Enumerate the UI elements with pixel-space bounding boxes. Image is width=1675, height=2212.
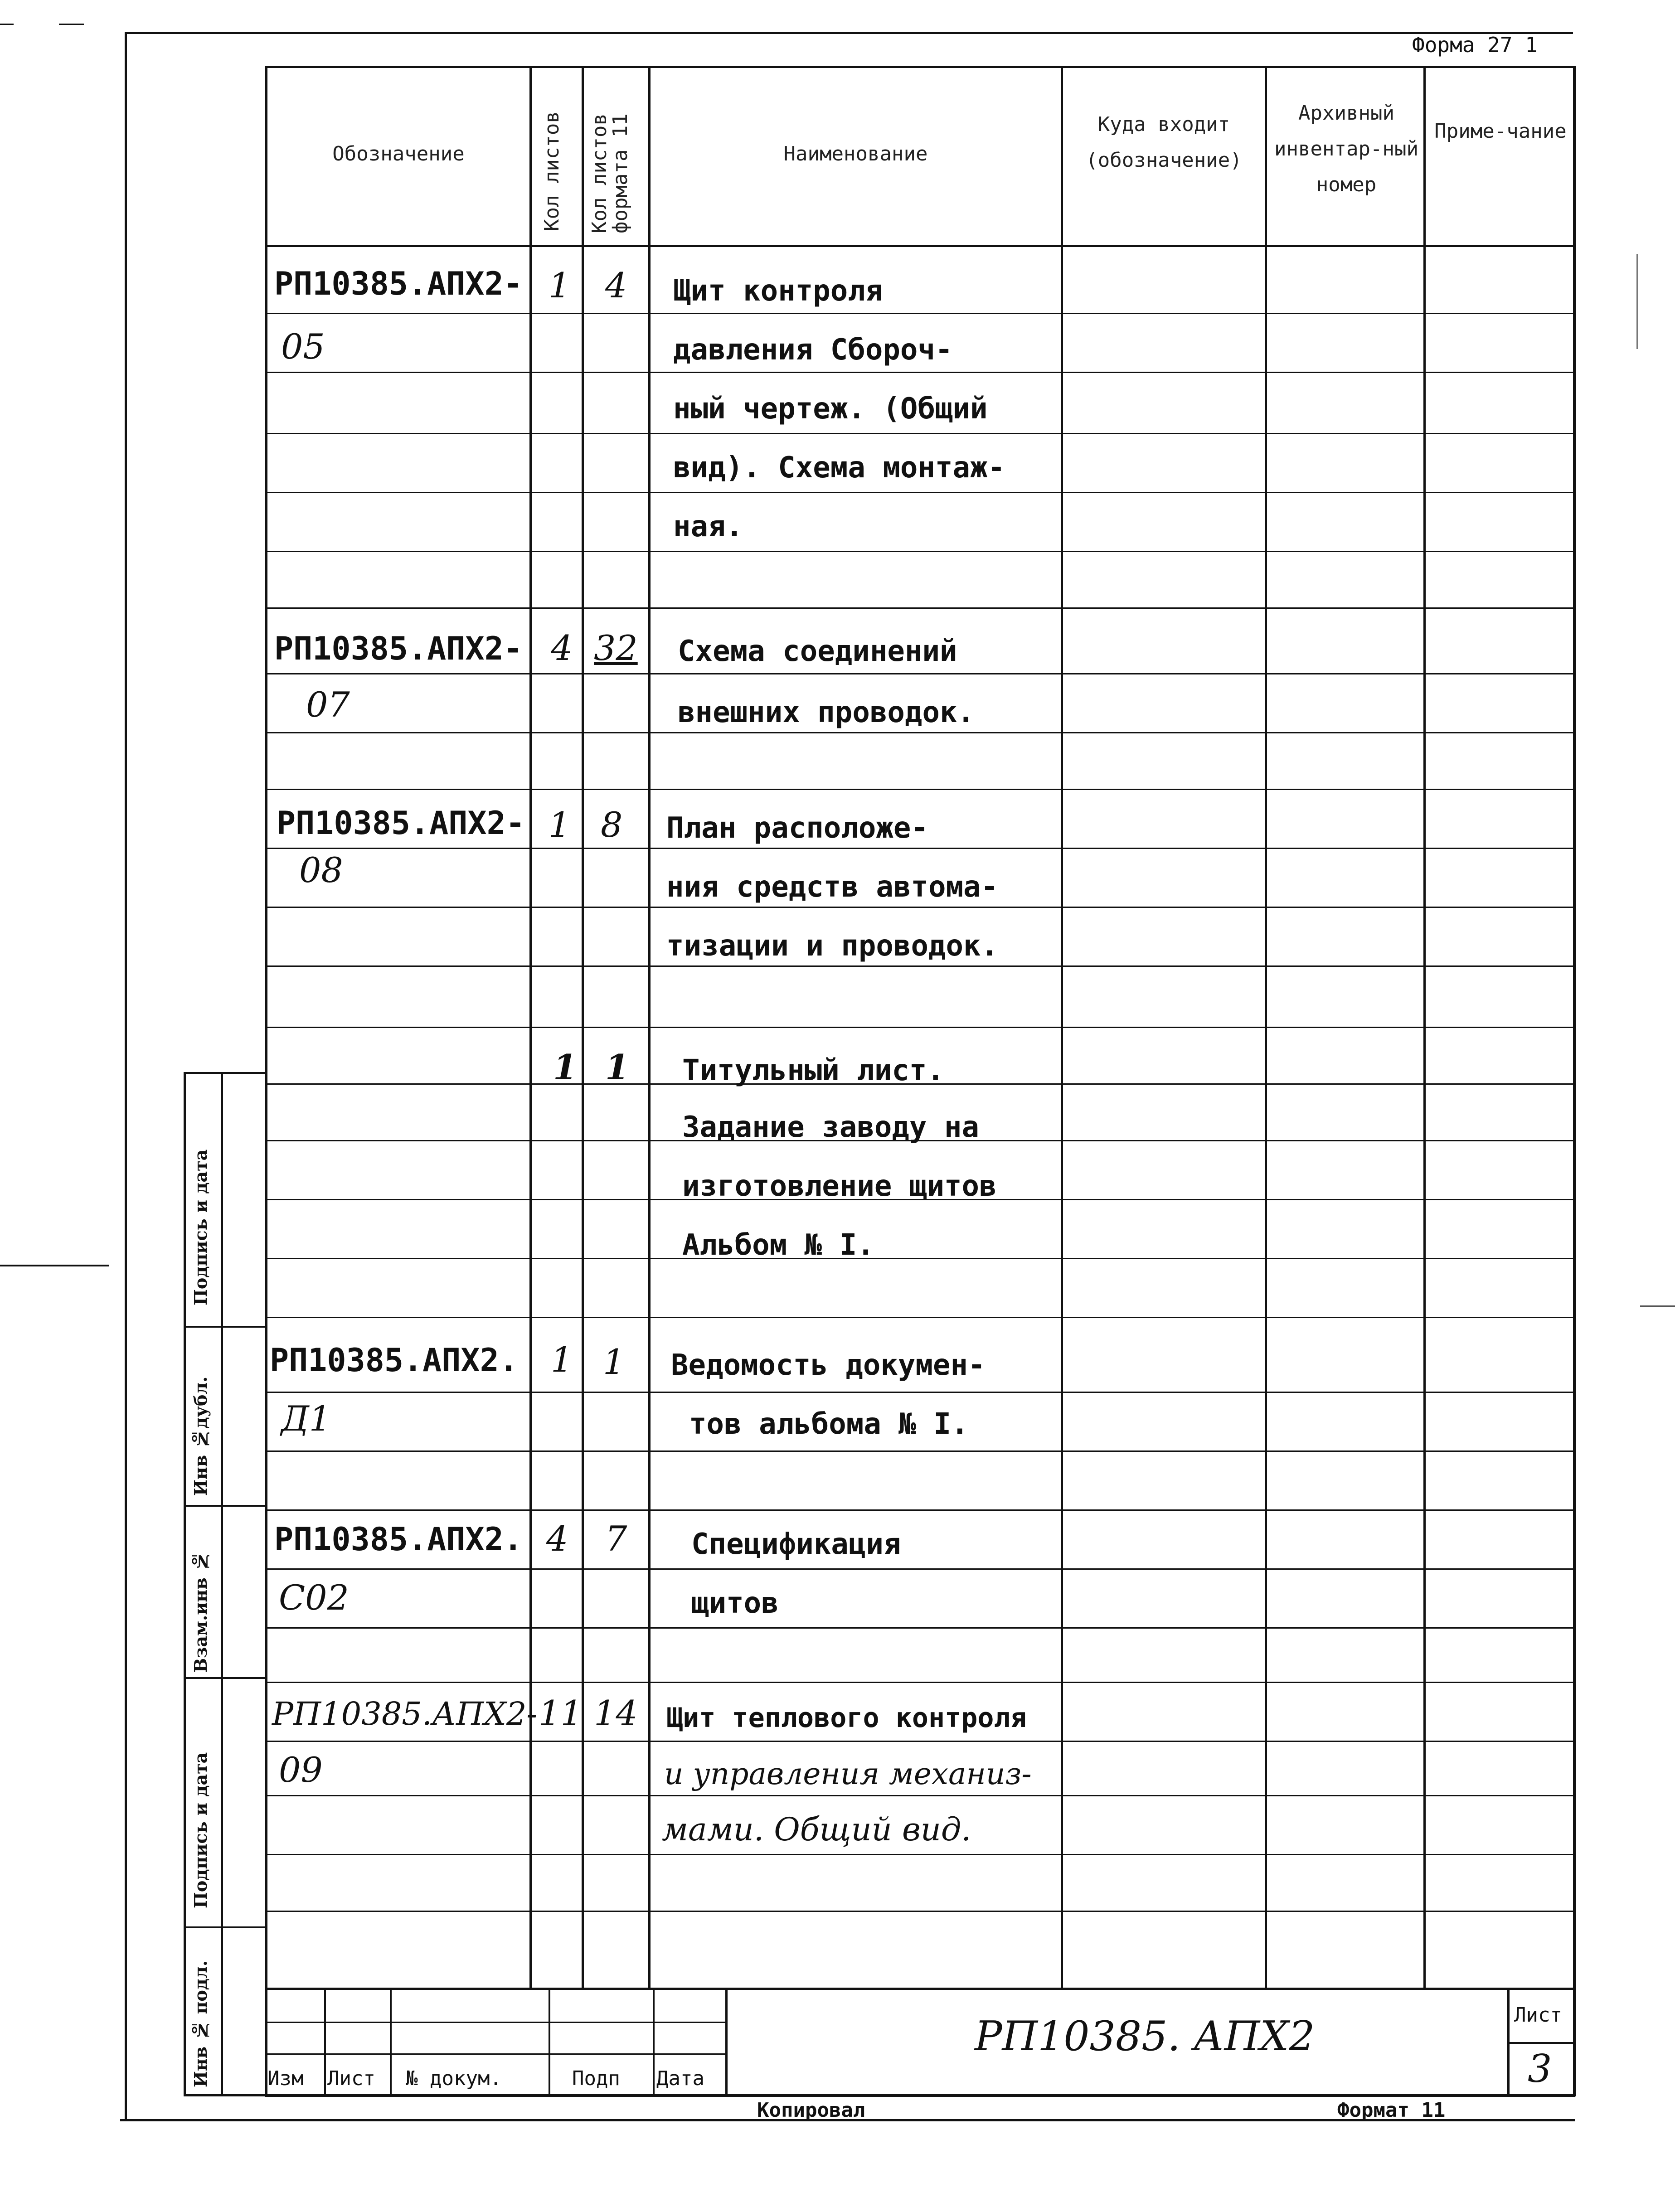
row-format: 32: [594, 628, 638, 668]
side-label-inv-dupl: Инв №дубл.: [190, 1376, 211, 1496]
row-sheets: 4: [546, 1518, 568, 1559]
row-designation: РП10385.АПХ2.: [270, 1342, 518, 1379]
form-label: Форма 27 1: [1412, 33, 1538, 57]
row-name-line: Щит контроля: [673, 274, 883, 308]
row-name-line: ния средств автома-: [666, 870, 999, 904]
row-name-line: тизации и проводок.: [666, 929, 999, 963]
sheet-number: 3: [1528, 2047, 1552, 2091]
row-designation-suffix: 08: [299, 850, 343, 890]
row-designation-suffix: С02: [279, 1577, 349, 1618]
row-sheets: 1: [553, 1047, 577, 1087]
row-designation-suffix: 09: [279, 1750, 323, 1790]
row-name-line: Альбом № I.: [682, 1228, 874, 1262]
side-label-inv-orig: Инв № подл.: [190, 1960, 211, 2087]
row-sheets: 1: [549, 805, 571, 845]
row-sheets: 1: [551, 1339, 573, 1380]
row-designation-suffix: 07: [306, 684, 350, 725]
row-designation: РП10385.АПХ2-: [272, 1695, 538, 1732]
row-name-line: Ведомость докумен-: [671, 1349, 986, 1382]
side-label-sign-date-2: Подпись и дата: [190, 1752, 211, 1908]
row-designation: РП10385.АПХ2-: [274, 265, 523, 302]
row-name-line: мами. Общий вид.: [662, 1811, 971, 1848]
title-izm: Изм: [267, 2067, 304, 2090]
row-name-line: давления Сбороч-: [673, 333, 953, 367]
row-format: 7: [605, 1518, 627, 1559]
footer-copied: Копировал: [757, 2099, 865, 2122]
row-format: 4: [605, 265, 627, 306]
document-code: РП10385. АПХ2: [975, 2013, 1315, 2060]
row-sheets: 1: [549, 265, 571, 306]
header-where-used: Куда входит (обозначение): [1086, 113, 1242, 172]
row-designation-suffix: 05: [281, 326, 325, 367]
row-name-line: щитов: [691, 1586, 779, 1620]
row-name-line: План расположе-: [666, 811, 928, 845]
row-name-line: Щит теплового контроля: [666, 1702, 1027, 1734]
header-designation: Обозначение: [332, 142, 465, 165]
row-designation: РП10385.АПХ2-: [274, 630, 523, 667]
title-data: Дата: [656, 2067, 704, 2090]
row-name-line: и управления механиз-: [664, 1756, 1032, 1791]
side-label-vzam-inv: Взам.инв №: [190, 1551, 211, 1673]
header-name: Наименование: [783, 142, 928, 165]
row-name-line: изготовление щитов: [682, 1169, 997, 1203]
row-format: 1: [605, 1047, 629, 1087]
row-designation-suffix: Д1: [281, 1398, 331, 1439]
side-label-sign-date: Подпись и дата: [190, 1149, 211, 1305]
row-name-line: Спецификация: [691, 1528, 901, 1561]
header-format-sheets: Кол листов формата 11: [588, 113, 632, 233]
row-sheets: 11: [539, 1693, 583, 1733]
row-sheets: 4: [551, 628, 573, 668]
row-designation: РП10385.АПХ2-: [277, 805, 525, 842]
header-archive-number: Архивный инвентар-ный номер: [1274, 102, 1418, 197]
row-format: 1: [603, 1342, 625, 1382]
row-format: 8: [601, 805, 623, 845]
sheet-label: Лист: [1514, 2003, 1562, 2027]
row-name-line: ный чертеж. (Общий: [673, 392, 988, 426]
row-name-line: ная.: [673, 510, 743, 543]
title-doc-no: № докум.: [406, 2067, 502, 2090]
row-designation: РП10385.АПХ2.: [274, 1521, 523, 1558]
footer-format: Формат 11: [1337, 2099, 1446, 2122]
row-name-line: тов альбома № I.: [689, 1407, 969, 1441]
row-format: 14: [594, 1693, 638, 1733]
header-note: Приме-чание: [1434, 120, 1567, 143]
header-sheets-count: Кол листов: [540, 111, 563, 231]
row-name-line: Титульный лист.: [682, 1054, 944, 1087]
row-name-line: Задание заводу на: [682, 1111, 980, 1144]
title-list: Лист: [327, 2067, 375, 2090]
row-name-line: вид). Схема монтаж-: [673, 451, 1005, 485]
title-podp: Подп: [572, 2067, 620, 2090]
row-name-line: внешних проводок.: [678, 696, 975, 729]
row-name-line: Схема соединений: [678, 635, 957, 668]
